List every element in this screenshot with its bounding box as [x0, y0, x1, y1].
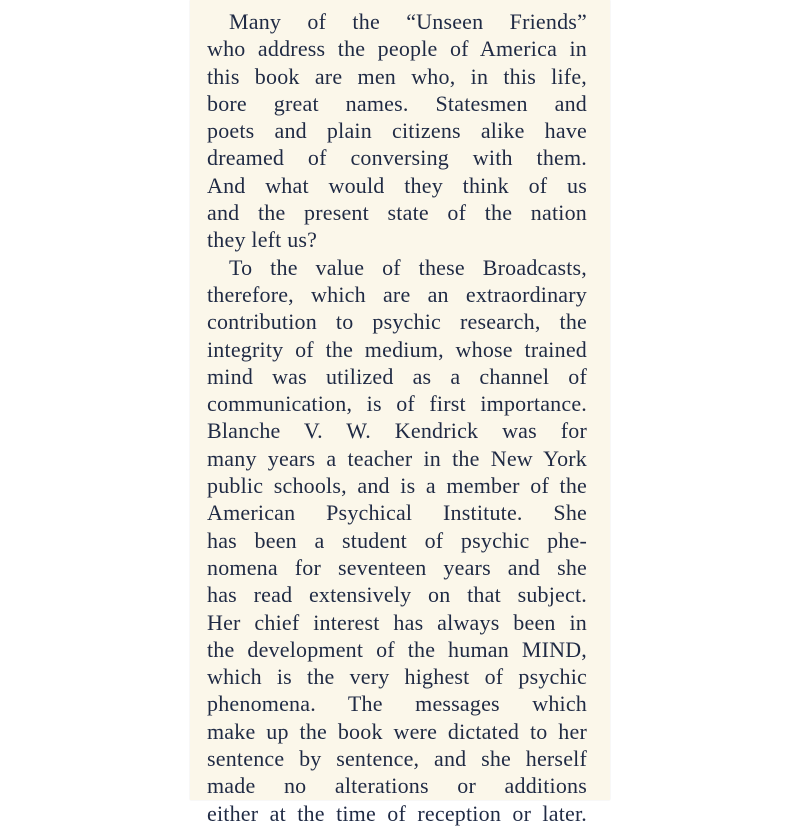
- text-line: has read extensively on that subject.: [207, 582, 587, 608]
- paragraph-2: [207, 254, 587, 827]
- text-line: which is the very highest of psychic: [207, 664, 587, 690]
- text-line: sentence by sentence, and she herself: [207, 746, 587, 772]
- text-line: communication, is of first importance.: [207, 391, 587, 417]
- text-line: public schools, and is a member of the: [207, 473, 587, 499]
- text-line: they left us?: [207, 227, 318, 253]
- text-line: To the value of these Broadcasts,: [229, 254, 587, 280]
- text-line: And what would they think of us: [207, 172, 587, 198]
- text-line: nomena for seventeen years and she: [207, 554, 587, 580]
- text-line: Her chief interest has always been in: [207, 609, 587, 635]
- text-line: has been a student of psychic phe-: [207, 527, 587, 553]
- text-line: made no alterations or additions: [207, 773, 587, 799]
- text-line: who address the people of America in: [207, 36, 587, 62]
- text-line: the development of the human MIND,: [207, 636, 587, 662]
- text-line: either at the time of reception or later.: [207, 800, 587, 826]
- text-line: make up the book were dictated to her: [207, 718, 587, 744]
- text-line: and the present state of the nation: [207, 200, 587, 226]
- text-line: this book are men who, in this life,: [207, 63, 587, 89]
- text-line: dreamed of conversing with them.: [207, 145, 587, 171]
- text-line: American Psychical Institute. She: [207, 500, 587, 526]
- text-line: Many of the “Unseen Friends”: [229, 9, 587, 34]
- text-line: contribution to psychic research, the: [207, 309, 587, 335]
- text-line: poets and plain citizens alike have: [207, 118, 587, 144]
- text-line: Blanche V. W. Kendrick was for: [207, 418, 587, 444]
- text-line: integrity of the medium, whose trained: [207, 336, 587, 362]
- body-text: [207, 8, 587, 827]
- text-line: bore great names. Statesmen and: [207, 90, 587, 116]
- text-line: phenomena. The messages which: [207, 691, 587, 717]
- text-line: many years a teacher in the New York: [207, 445, 587, 471]
- paragraph-1: [207, 8, 587, 254]
- text-line: therefore, which are an extraordinary: [207, 281, 587, 307]
- text-line: mind was utilized as a channel of: [207, 363, 587, 389]
